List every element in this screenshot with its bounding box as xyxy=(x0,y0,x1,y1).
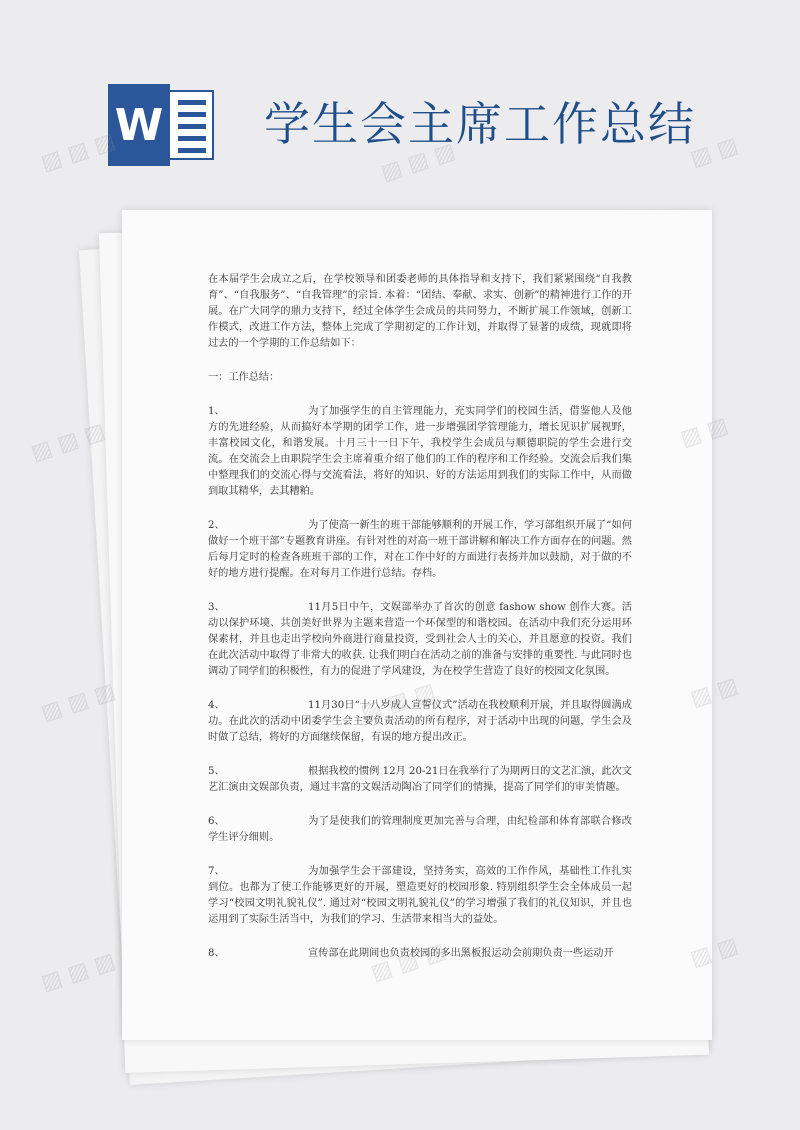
paragraph-number: 3、 xyxy=(208,602,225,613)
paragraph-number: 6、 xyxy=(208,816,225,827)
watermark-graphic: ▨ ▨ xyxy=(687,933,742,972)
paragraph-text: 在本届学生会成立之后，在学校领导和团委老师的具体指导和支持下，我们紧紧围绕“自我教育”、“自我服务”、“自我管理”的宗旨. 本着：“团结、奉献、求实、创新”的精神进行工作的开展。在广大同学的鼎力支持下，经过全体学生会成员的共同努力，不断扩展工作领域，创新工作模式，改进工作方法，整体上完成了学期初定的工作计划，并取得了显著的成绩，现就即将过去的一个学期的工作总结如下： xyxy=(208,274,632,349)
paragraph-number: 5、 xyxy=(208,766,225,777)
paragraph-text: 11月5日中午，文娱部举办了首次的创意 fashow show 创作大赛。活动以保护环境、共创美好世界为主题来营造一个环保型的和谐校园。在活动中我们充分运用环保素材，并且也走出学校向外商进行商量投资，受到社会人士的关心，并且愿意的投资。我们在此次活动中取得了非常大的收获. 让我们明白在活动之前的准备与安排的重要性. 与此同时也调动了同学们的积极性，有力的促进了学风建设，为在校学生营造了良好的校园文化氛围。 xyxy=(208,602,632,677)
paragraph-text: 为了加强学生的自主管理能力，充实同学们的校园生活，借鉴他人及他方的先进经验，从而搞好本学期的团学工作，进一步增强团学管理能力，增长见识扩展视野，丰富校园文化，和谐发展。十月三十一日下午，我校学生会成员与顺德职院的学生会进行交流。在交流会上由职院学生会主席着重介绍了他们的工作的程序和工作经验。交流会后我们集中整理我们的交流心得与交流看法，将好的知识、好的方法运用到我们的实际工作中，从而做到取其精华，去其糟粕。 xyxy=(208,406,632,497)
word-badge: W xyxy=(108,84,170,166)
watermark-graphic: ▨ ▨ ▨ xyxy=(38,948,119,997)
numbered-paragraph xyxy=(208,814,632,846)
paragraph-text: 为了使高一新生的班干部能够顺利的开展工作，学习部组织开展了“如何做好一个班干部”专题教育讲座。有针对性的对高一班干部讲解和解决工作方面存在的问题。然后每月定时的检查各班班干部的工作，对在工作中好的方面进行表扬并加以鼓励，对于做的不好的地方进行提醒。在对每月工作进行总结。存档。 xyxy=(208,520,632,579)
section-heading xyxy=(208,370,632,386)
watermark-graphic: ▨ ▨ ▨ xyxy=(368,938,449,987)
paragraph-text: 宣传部在此期间也负责校园的多出黑板报运动会前期负责一些运动开 xyxy=(308,948,614,959)
numbered-paragraph xyxy=(208,600,632,680)
word-icon xyxy=(108,84,214,166)
watermark-graphic: ▨ ▨ xyxy=(687,133,742,172)
numbered-paragraph xyxy=(208,946,632,962)
paragraph-number: 8、 xyxy=(208,948,225,959)
watermark-graphic: ▨ ▨ ▨ xyxy=(358,678,439,727)
page-title: 学生会主席工作总结 xyxy=(264,97,696,151)
paragraph-text: 一：工作总结： xyxy=(208,372,280,383)
paragraph xyxy=(208,272,632,352)
watermark-graphic: ▨ ▨ ▨ xyxy=(38,678,119,727)
numbered-paragraph xyxy=(208,864,632,928)
watermark-graphic: ▨ ▨ ▨ xyxy=(378,138,459,187)
numbered-paragraph xyxy=(208,518,632,582)
paragraph-text: 为了是使我们的管理制度更加完善与合理，由纪检部和体育部联合修改学生评分细则。 xyxy=(208,816,632,843)
paragraph-number: 4、 xyxy=(208,700,225,711)
watermark-graphic: ▨ ▨ ▨ xyxy=(38,128,119,177)
paragraph-text: 11月30日“十八岁成人宣誓仪式”活动在我校顺利开展，并且取得圆满成功。在此次的活动中团委学生会主要负责活动的所有程序，对于活动中出现的问题，学生会及时做了总结，将好的方面继续保留，有误的地方提出改正。 xyxy=(208,700,632,743)
paragraph-number: 7、 xyxy=(208,866,225,877)
paragraph-text: 为加强学生会干部建设，坚持务实，高效的工作作风，基础性工作扎实到位。也都为了使工作能够更好的开展，塑造更好的校园形象. 特别组织学生会全体成员一起学习“校园文明礼貌礼仪”. 通过对“校园文明礼貌礼仪”的学习增强了我们的礼仪知识，并且也运用到了实际生活当中，为我们的学习、生活带来相当大的益处。 xyxy=(208,866,632,925)
paragraph-text: 根据我校的惯例 12月 20-21日在我举行了为期两日的文艺汇演，此次文艺汇演由文娱部负责，通过丰富的文娱活动陶冶了同学们的情操，提高了同学们的审美情趣。 xyxy=(208,766,632,793)
watermark-graphic: ▨ ▨ xyxy=(677,413,732,452)
numbered-paragraph xyxy=(208,698,632,746)
paragraph-number: 2、 xyxy=(208,520,225,531)
paragraph-number: 1、 xyxy=(208,406,225,417)
document-page xyxy=(122,210,712,1040)
watermark-graphic: ▨ ▨ ▨ xyxy=(28,418,109,467)
watermark-graphic: ▨ ▨ xyxy=(687,673,742,712)
document-body xyxy=(208,272,632,980)
numbered-paragraph xyxy=(208,404,632,500)
numbered-paragraph xyxy=(208,764,632,796)
